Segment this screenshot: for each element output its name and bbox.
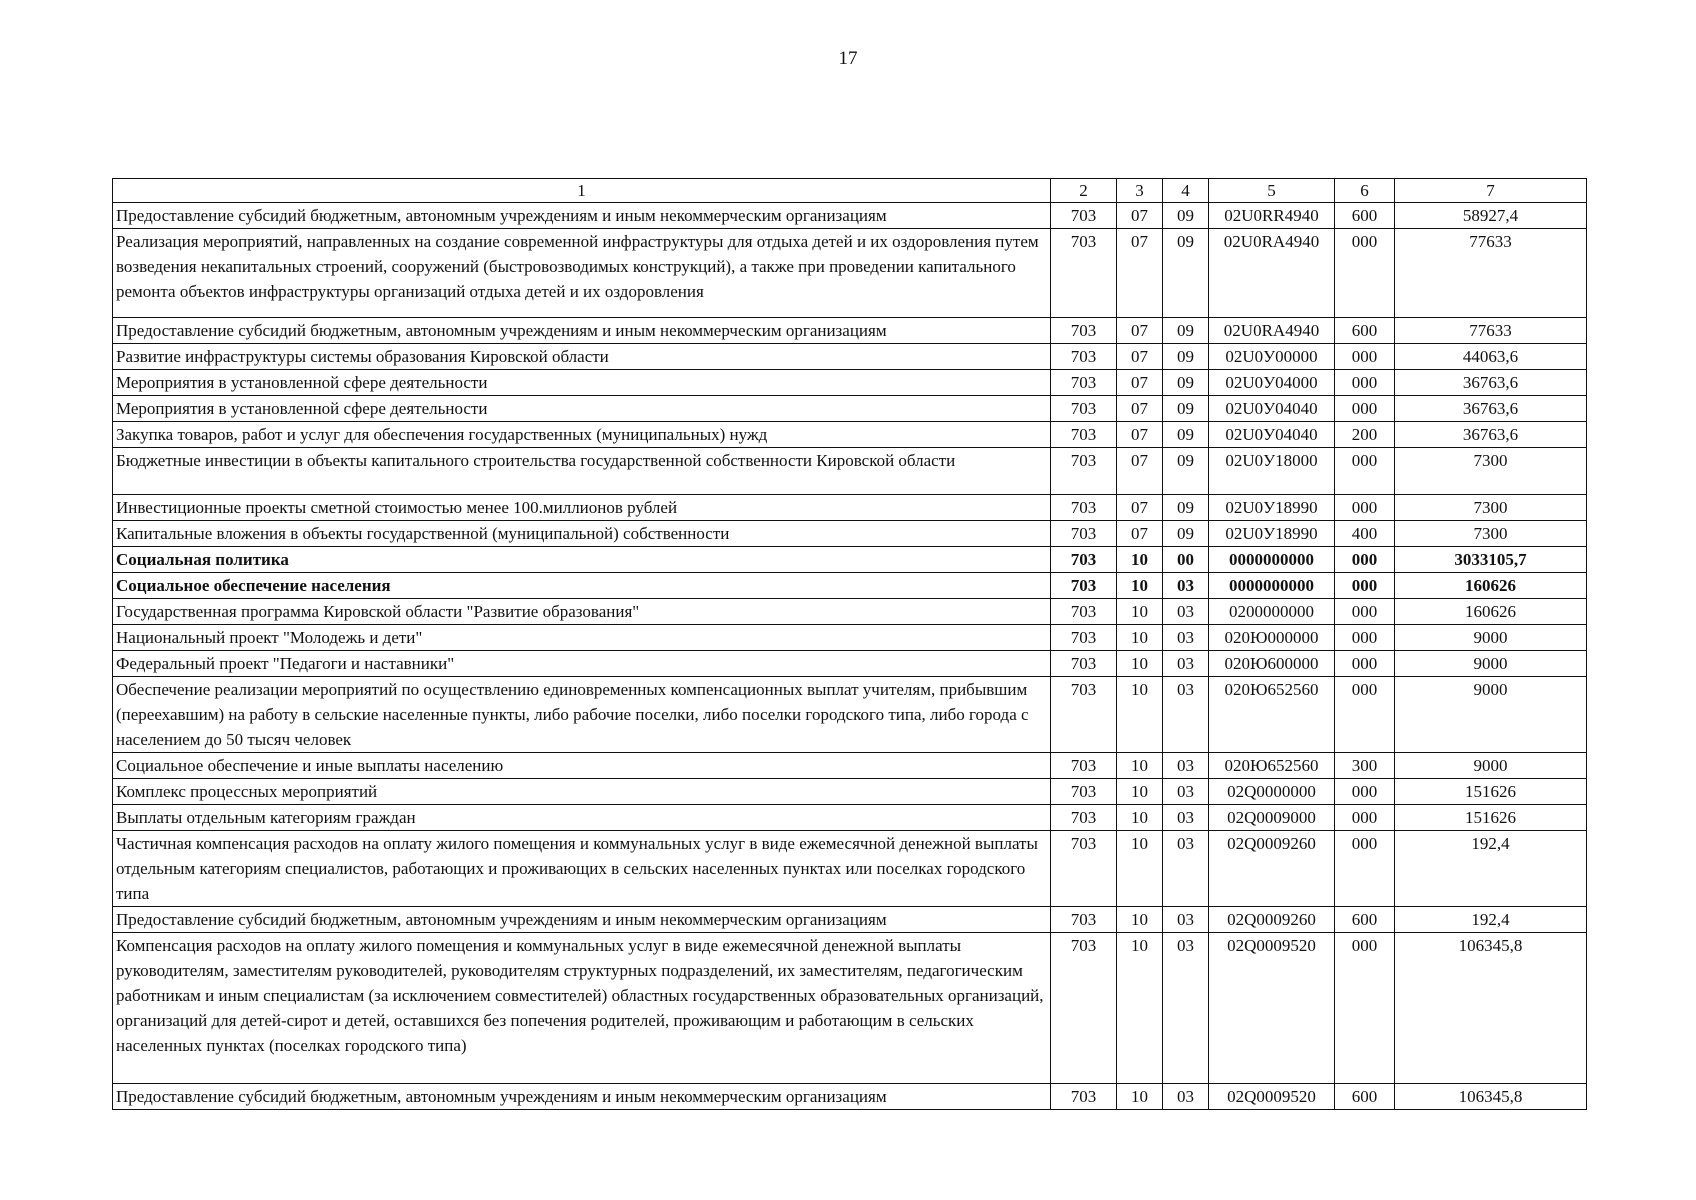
row-name-cell: Предоставление субсидий бюджетным, автономным учреждениям и иным некоммерческим организациям xyxy=(113,907,1051,933)
row-name-cell: Социальное обеспечение населения xyxy=(113,573,1051,599)
section-cell: 10 xyxy=(1117,651,1163,677)
row-name-cell: Инвестиционные проекты сметной стоимостью менее 100.миллионов рублей xyxy=(113,495,1051,521)
section-cell: 07 xyxy=(1117,370,1163,396)
row-name-cell: Социальное обеспечение и иные выплаты населению xyxy=(113,753,1051,779)
section-cell: 10 xyxy=(1117,677,1163,753)
target-article-cell: 0000000000 xyxy=(1209,573,1335,599)
row-name-cell: Мероприятия в установленной сфере деятельности xyxy=(113,396,1051,422)
expense-type-cell: 000 xyxy=(1335,599,1395,625)
row-name-cell: Реализация мероприятий, направленных на создание современной инфраструктуры для отдыха детей и их оздоровления путем возведения некапитальных строений, сооружений (быстровозводимых конструкций), а также при проведении капитального ремонта объектов инфраструктуры организаций отдыха детей и их оздоровления xyxy=(113,229,1051,318)
admin-code-cell: 703 xyxy=(1051,573,1117,599)
admin-code-cell: 703 xyxy=(1051,753,1117,779)
target-article-cell: 02Q0009260 xyxy=(1209,907,1335,933)
target-article-cell: 020Ю000000 xyxy=(1209,625,1335,651)
target-article-cell: 020Ю652560 xyxy=(1209,753,1335,779)
section-cell: 07 xyxy=(1117,344,1163,370)
amount-cell: 77633 xyxy=(1395,318,1587,344)
amount-cell: 77633 xyxy=(1395,229,1587,318)
row-name-cell: Комплекс процессных мероприятий xyxy=(113,779,1051,805)
section-cell: 07 xyxy=(1117,495,1163,521)
column-header: 2 xyxy=(1051,179,1117,203)
table-row xyxy=(113,651,1587,677)
section-cell: 07 xyxy=(1117,229,1163,318)
target-article-cell: 02Q0000000 xyxy=(1209,779,1335,805)
budget-table xyxy=(112,178,1587,1110)
section-cell: 10 xyxy=(1117,1084,1163,1110)
target-article-cell: 02U0У18990 xyxy=(1209,521,1335,547)
row-name-cell: Государственная программа Кировской области "Развитие образования" xyxy=(113,599,1051,625)
row-name-cell: Национальный проект "Молодежь и дети" xyxy=(113,625,1051,651)
section-cell: 10 xyxy=(1117,779,1163,805)
table-row xyxy=(113,370,1587,396)
subsection-cell: 03 xyxy=(1163,907,1209,933)
target-article-cell: 02U0У18990 xyxy=(1209,495,1335,521)
table-row xyxy=(113,547,1587,573)
admin-code-cell: 703 xyxy=(1051,422,1117,448)
column-header: 4 xyxy=(1163,179,1209,203)
expense-type-cell: 000 xyxy=(1335,625,1395,651)
admin-code-cell: 703 xyxy=(1051,779,1117,805)
subsection-cell: 03 xyxy=(1163,625,1209,651)
expense-type-cell: 600 xyxy=(1335,1084,1395,1110)
admin-code-cell: 703 xyxy=(1051,831,1117,907)
subsection-cell: 09 xyxy=(1163,396,1209,422)
subsection-cell: 09 xyxy=(1163,422,1209,448)
expense-type-cell: 300 xyxy=(1335,753,1395,779)
admin-code-cell: 703 xyxy=(1051,651,1117,677)
row-name-cell: Закупка товаров, работ и услуг для обеспечения государственных (муниципальных) нужд xyxy=(113,422,1051,448)
table-row xyxy=(113,318,1587,344)
expense-type-cell: 400 xyxy=(1335,521,1395,547)
subsection-cell: 03 xyxy=(1163,599,1209,625)
column-header: 6 xyxy=(1335,179,1395,203)
section-cell: 07 xyxy=(1117,521,1163,547)
target-article-cell: 0200000000 xyxy=(1209,599,1335,625)
target-article-cell: 02U0У18000 xyxy=(1209,448,1335,495)
subsection-cell: 09 xyxy=(1163,203,1209,229)
expense-type-cell: 600 xyxy=(1335,203,1395,229)
amount-cell: 106345,8 xyxy=(1395,1084,1587,1110)
expense-type-cell: 000 xyxy=(1335,831,1395,907)
expense-type-cell: 000 xyxy=(1335,396,1395,422)
section-cell: 07 xyxy=(1117,422,1163,448)
row-name-cell: Социальная политика xyxy=(113,547,1051,573)
admin-code-cell: 703 xyxy=(1051,1084,1117,1110)
target-article-cell: 02Q0009520 xyxy=(1209,933,1335,1084)
table-row xyxy=(113,1084,1587,1110)
section-cell: 07 xyxy=(1117,318,1163,344)
target-article-cell: 02U0RA4940 xyxy=(1209,229,1335,318)
subsection-cell: 09 xyxy=(1163,229,1209,318)
expense-type-cell: 000 xyxy=(1335,229,1395,318)
expense-type-cell: 000 xyxy=(1335,344,1395,370)
row-name-cell: Бюджетные инвестиции в объекты капитального строительства государственной собственности Кировской области xyxy=(113,448,1051,495)
table-row xyxy=(113,933,1587,1084)
section-cell: 10 xyxy=(1117,599,1163,625)
subsection-cell: 09 xyxy=(1163,370,1209,396)
admin-code-cell: 703 xyxy=(1051,344,1117,370)
section-cell: 07 xyxy=(1117,396,1163,422)
expense-type-cell: 000 xyxy=(1335,805,1395,831)
subsection-cell: 03 xyxy=(1163,753,1209,779)
expense-type-cell: 600 xyxy=(1335,907,1395,933)
amount-cell: 9000 xyxy=(1395,625,1587,651)
table-row xyxy=(113,229,1587,318)
admin-code-cell: 703 xyxy=(1051,933,1117,1084)
amount-cell: 160626 xyxy=(1395,599,1587,625)
section-cell: 07 xyxy=(1117,448,1163,495)
subsection-cell: 09 xyxy=(1163,495,1209,521)
admin-code-cell: 703 xyxy=(1051,203,1117,229)
column-header: 3 xyxy=(1117,179,1163,203)
amount-cell: 44063,6 xyxy=(1395,344,1587,370)
table-row xyxy=(113,625,1587,651)
table-row xyxy=(113,677,1587,753)
amount-cell: 9000 xyxy=(1395,651,1587,677)
target-article-cell: 02Q0009260 xyxy=(1209,831,1335,907)
admin-code-cell: 703 xyxy=(1051,448,1117,495)
target-article-cell: 020Ю652560 xyxy=(1209,677,1335,753)
expense-type-cell: 000 xyxy=(1335,573,1395,599)
section-cell: 07 xyxy=(1117,203,1163,229)
subsection-cell: 03 xyxy=(1163,1084,1209,1110)
expense-type-cell: 000 xyxy=(1335,448,1395,495)
table-row xyxy=(113,495,1587,521)
row-name-cell: Обеспечение реализации мероприятий по осуществлению единовременных компенсационных выплат учителям, прибывшим (переехавшим) на работу в сельские населенные пункты, либо рабочие поселки, либо поселки городского типа, либо города с населением до 50 тысяч человек xyxy=(113,677,1051,753)
section-cell: 10 xyxy=(1117,547,1163,573)
admin-code-cell: 703 xyxy=(1051,495,1117,521)
target-article-cell: 02U0У00000 xyxy=(1209,344,1335,370)
admin-code-cell: 703 xyxy=(1051,805,1117,831)
table-row xyxy=(113,805,1587,831)
target-article-cell: 02U0RA4940 xyxy=(1209,318,1335,344)
admin-code-cell: 703 xyxy=(1051,370,1117,396)
amount-cell: 192,4 xyxy=(1395,831,1587,907)
subsection-cell: 09 xyxy=(1163,344,1209,370)
column-header: 1 xyxy=(113,179,1051,203)
amount-cell: 7300 xyxy=(1395,521,1587,547)
subsection-cell: 03 xyxy=(1163,651,1209,677)
amount-cell: 151626 xyxy=(1395,779,1587,805)
subsection-cell: 03 xyxy=(1163,677,1209,753)
row-name-cell: Предоставление субсидий бюджетным, автономным учреждениям и иным некоммерческим организациям xyxy=(113,318,1051,344)
subsection-cell: 09 xyxy=(1163,448,1209,495)
expense-type-cell: 000 xyxy=(1335,651,1395,677)
expense-type-cell: 000 xyxy=(1335,779,1395,805)
table-row xyxy=(113,521,1587,547)
table-row xyxy=(113,448,1587,495)
table-row xyxy=(113,573,1587,599)
table-row xyxy=(113,344,1587,370)
column-header: 5 xyxy=(1209,179,1335,203)
table-row xyxy=(113,907,1587,933)
admin-code-cell: 703 xyxy=(1051,229,1117,318)
amount-cell: 3033105,7 xyxy=(1395,547,1587,573)
expense-type-cell: 000 xyxy=(1335,933,1395,1084)
expense-type-cell: 200 xyxy=(1335,422,1395,448)
target-article-cell: 02Q0009520 xyxy=(1209,1084,1335,1110)
admin-code-cell: 703 xyxy=(1051,599,1117,625)
subsection-cell: 09 xyxy=(1163,521,1209,547)
row-name-cell: Предоставление субсидий бюджетным, автономным учреждениям и иным некоммерческим организациям xyxy=(113,1084,1051,1110)
table-row xyxy=(113,753,1587,779)
section-cell: 10 xyxy=(1117,831,1163,907)
row-name-cell: Частичная компенсация расходов на оплату жилого помещения и коммунальных услуг в виде ежемесячной денежной выплаты отдельным категориям специалистов, работающих и проживающих в сельских населенных пунктах или поселках городского типа xyxy=(113,831,1051,907)
amount-cell: 192,4 xyxy=(1395,907,1587,933)
subsection-cell: 09 xyxy=(1163,318,1209,344)
amount-cell: 58927,4 xyxy=(1395,203,1587,229)
expense-type-cell: 000 xyxy=(1335,370,1395,396)
amount-cell: 7300 xyxy=(1395,495,1587,521)
table-row xyxy=(113,422,1587,448)
subsection-cell: 03 xyxy=(1163,779,1209,805)
page-number: 17 xyxy=(838,48,858,69)
table-row xyxy=(113,599,1587,625)
section-cell: 10 xyxy=(1117,573,1163,599)
amount-cell: 160626 xyxy=(1395,573,1587,599)
subsection-cell: 03 xyxy=(1163,933,1209,1084)
row-name-cell: Выплаты отдельным категориям граждан xyxy=(113,805,1051,831)
table-row xyxy=(113,203,1587,229)
section-cell: 10 xyxy=(1117,907,1163,933)
admin-code-cell: 703 xyxy=(1051,625,1117,651)
section-cell: 10 xyxy=(1117,933,1163,1084)
subsection-cell: 00 xyxy=(1163,547,1209,573)
row-name-cell: Предоставление субсидий бюджетным, автономным учреждениям и иным некоммерческим организациям xyxy=(113,203,1051,229)
subsection-cell: 03 xyxy=(1163,805,1209,831)
target-article-cell: 02U0У04040 xyxy=(1209,396,1335,422)
target-article-cell: 020Ю600000 xyxy=(1209,651,1335,677)
expense-type-cell: 000 xyxy=(1335,677,1395,753)
section-cell: 10 xyxy=(1117,805,1163,831)
table-row xyxy=(113,779,1587,805)
section-cell: 10 xyxy=(1117,753,1163,779)
admin-code-cell: 703 xyxy=(1051,547,1117,573)
row-name-cell: Компенсация расходов на оплату жилого помещения и коммунальных услуг в виде ежемесячной денежной выплаты руководителям, заместителям руководителей, руководителям структурных подразделений, их заместителям, педагогическим работникам и иным специалистам (за исключением совместителей) областных государственных образовательных организаций, организаций для детей-сирот и детей, оставшихся без попечения родителей, проживающим и работающим в сельских населенных пунктах (поселках городского типа) xyxy=(113,933,1051,1084)
row-name-cell: Развитие инфраструктуры системы образования Кировской области xyxy=(113,344,1051,370)
amount-cell: 36763,6 xyxy=(1395,370,1587,396)
admin-code-cell: 703 xyxy=(1051,521,1117,547)
section-cell: 10 xyxy=(1117,625,1163,651)
subsection-cell: 03 xyxy=(1163,831,1209,907)
expense-type-cell: 000 xyxy=(1335,547,1395,573)
subsection-cell: 03 xyxy=(1163,573,1209,599)
expense-type-cell: 000 xyxy=(1335,495,1395,521)
row-name-cell: Мероприятия в установленной сфере деятельности xyxy=(113,370,1051,396)
admin-code-cell: 703 xyxy=(1051,907,1117,933)
admin-code-cell: 703 xyxy=(1051,677,1117,753)
expense-type-cell: 600 xyxy=(1335,318,1395,344)
table-body xyxy=(113,203,1587,1110)
table-header-row xyxy=(113,179,1587,203)
amount-cell: 9000 xyxy=(1395,753,1587,779)
row-name-cell: Федеральный проект "Педагоги и наставники" xyxy=(113,651,1051,677)
target-article-cell: 0000000000 xyxy=(1209,547,1335,573)
table-row xyxy=(113,396,1587,422)
table-row xyxy=(113,831,1587,907)
amount-cell: 106345,8 xyxy=(1395,933,1587,1084)
target-article-cell: 02U0RR4940 xyxy=(1209,203,1335,229)
amount-cell: 151626 xyxy=(1395,805,1587,831)
column-header: 7 xyxy=(1395,179,1587,203)
amount-cell: 9000 xyxy=(1395,677,1587,753)
admin-code-cell: 703 xyxy=(1051,396,1117,422)
admin-code-cell: 703 xyxy=(1051,318,1117,344)
target-article-cell: 02U0У04040 xyxy=(1209,422,1335,448)
target-article-cell: 02Q0009000 xyxy=(1209,805,1335,831)
amount-cell: 36763,6 xyxy=(1395,422,1587,448)
amount-cell: 7300 xyxy=(1395,448,1587,495)
amount-cell: 36763,6 xyxy=(1395,396,1587,422)
row-name-cell: Капитальные вложения в объекты государственной (муниципальной) собственности xyxy=(113,521,1051,547)
target-article-cell: 02U0У04000 xyxy=(1209,370,1335,396)
